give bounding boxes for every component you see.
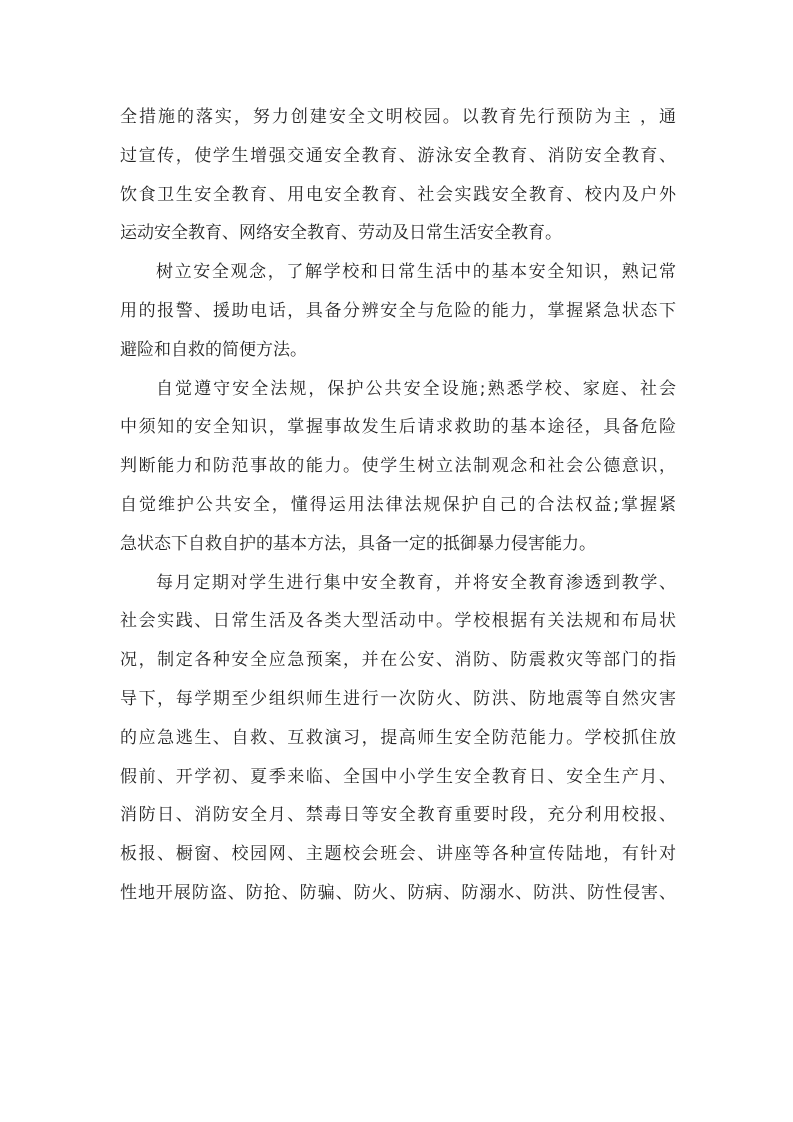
paragraph-4-line-7: 消防日、消防安全月、禁毒日等安全教育重要时段，充分利用校报、 [120, 805, 676, 826]
paragraph-2-line-2: 用的报警、援助电话，具备分辨安全与危险的能力，掌握紧急状态下 [120, 300, 676, 321]
paragraph-1-line-2: 过宣传，使学生增强交通安全教育、游泳安全教育、消防安全教育、 [120, 145, 676, 166]
paragraph-3-line-1: 自觉遵守安全法规，保护公共安全设施;熟悉学校、家庭、社会 [156, 378, 676, 399]
paragraph-4-line-2: 社会实践、日常生活及各类大型活动中。学校根据有关法规和布局状 [120, 611, 676, 632]
paragraph-1-line-4: 运动安全教育、网络安全教育、劳动及日常生活安全教育。 [120, 223, 562, 244]
paragraph-4-line-4: 导下，每学期至少组织师生进行一次防火、防洪、防地震等自然灾害 [120, 688, 676, 709]
paragraph-2-line-1: 树立安全观念，了解学校和日常生活中的基本安全知识，熟记常 [156, 262, 676, 283]
paragraph-4-line-9: 性地开展防盗、防抢、防骗、防火、防病、防溺水、防洪、防性侵害、 [120, 882, 676, 903]
paragraph-4-line-6: 假前、开学初、夏季来临、全国中小学生安全教育日、安全生产月、 [120, 766, 676, 787]
paragraph-3-line-4: 自觉维护公共安全，懂得运用法律法规保护自己的合法权益;掌握紧 [120, 494, 676, 515]
paragraph-2-line-3: 避险和自救的简便方法。 [120, 339, 307, 360]
paragraph-4-line-1: 每月定期对学生进行集中安全教育，并将安全教育渗透到教学、 [156, 572, 676, 593]
paragraph-1-line-3: 饮食卫生安全教育、用电安全教育、社会实践安全教育、校内及户外 [120, 184, 676, 205]
paragraph-4-line-8: 板报、橱窗、校园网、主题校会班会、讲座等各种宣传陆地，有针对 [120, 844, 676, 865]
paragraph-3-line-2: 中须知的安全知识，掌握事故发生后请求救助的基本途径，具备危险 [120, 417, 676, 438]
paragraph-1-line-1: 全措施的落实，努力创建安全文明校园。以教育先行预防为主 ，通 [120, 107, 676, 127]
paragraph-4-line-3: 况，制定各种安全应急预案，并在公安、消防、防震救灾等部门的指 [120, 650, 676, 671]
paragraph-3-line-5: 急状态下自救自护的基本方法，具备一定的抵御暴力侵害能力。 [120, 533, 596, 554]
paragraph-4-line-5: 的应急逃生、自救、互救演习，提高师生安全防范能力。学校抓住放 [120, 727, 676, 748]
paragraph-3-line-3: 判断能力和防范事故的能力。使学生树立法制观念和社会公德意识， [120, 456, 676, 477]
document-body [120, 98, 676, 913]
